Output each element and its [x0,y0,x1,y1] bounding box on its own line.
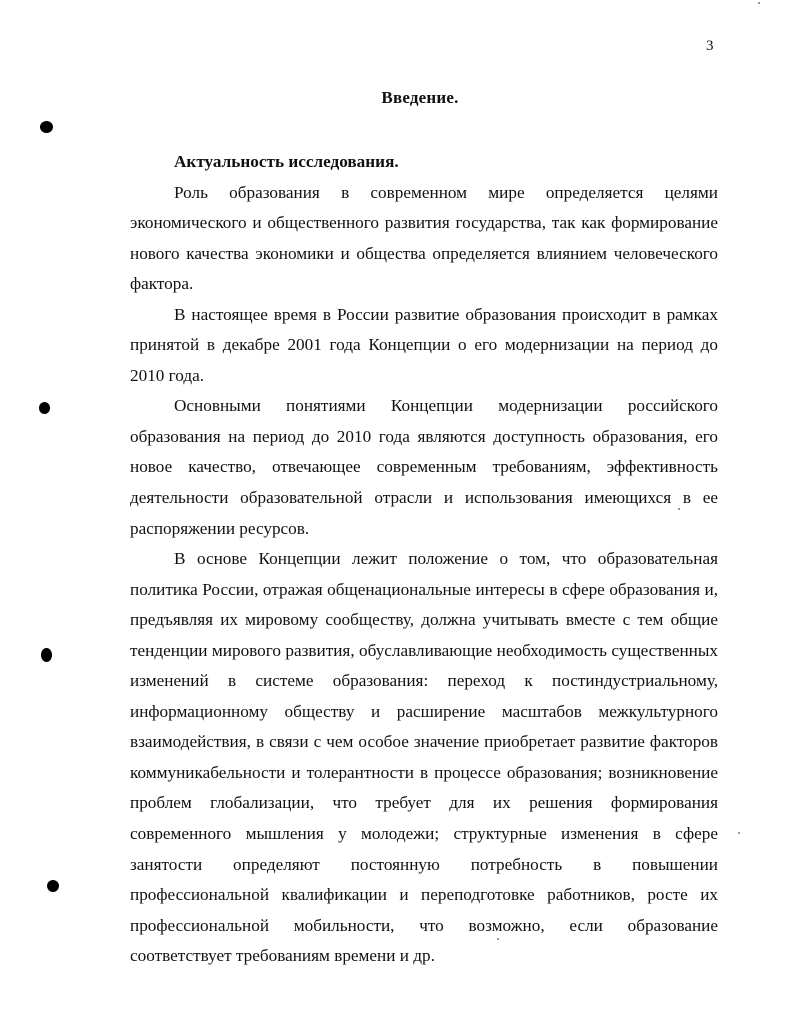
punch-hole-mark [47,880,59,892]
scan-speck [738,832,740,834]
page-number: 3 [706,38,714,54]
punch-hole-mark [41,648,52,662]
punch-hole-mark [40,121,53,133]
paragraph-4: В основе Концепции лежит положение о том, что образовательная политика России, отражая общенациональные интересы в сфере образования и, предъявляя их мировому сообществу, должна учитывать вместе с тем общие тенденции мирового развития, обуславливающие необходимость существенных изменений в системе образования: переход к постиндустриальному, информационному обществу и расширение масштабов межкультурного взаимодействия, в связи с чем особое значение приобретает развитие факторов коммуникабельности и толерантности в процессе образования; возникновение проблем глобализации, что требует для их решения формирования современного мышления у молодежи; структурные изменения в сфере занятости определяют постоянную потребность в повышении профессиональной квалификации и переподготовке работников, росте их профессиональной мобильности, что возможно, если образование соответствует требованиям времени и др. [130,549,718,966]
scan-speck [758,2,760,4]
page-title: Введение. [381,88,459,107]
document-body [130,147,718,972]
section-heading: Актуальность исследования. [174,152,399,171]
paragraph-3: Основными понятиями Концепции модернизации российского образования на период до 2010 года являются доступность образования, его новое качество, отвечающее современным требованиям, эффективность деятельности образовательной отрасли и использования имеющихся в ее распоряжении ресурсов. [130,396,718,538]
paragraph-2: В настоящее время в России развитие образования происходит в рамках принятой в декабре 2001 года Концепции о его модернизации на период до 2010 года. [130,304,718,385]
paragraph-1: Роль образования в современном мире определяется целями экономического и общественного развития государства, так как формирование нового качества экономики и общества определяется влиянием человеческого фактора. [130,182,718,294]
punch-hole-mark [39,402,50,414]
